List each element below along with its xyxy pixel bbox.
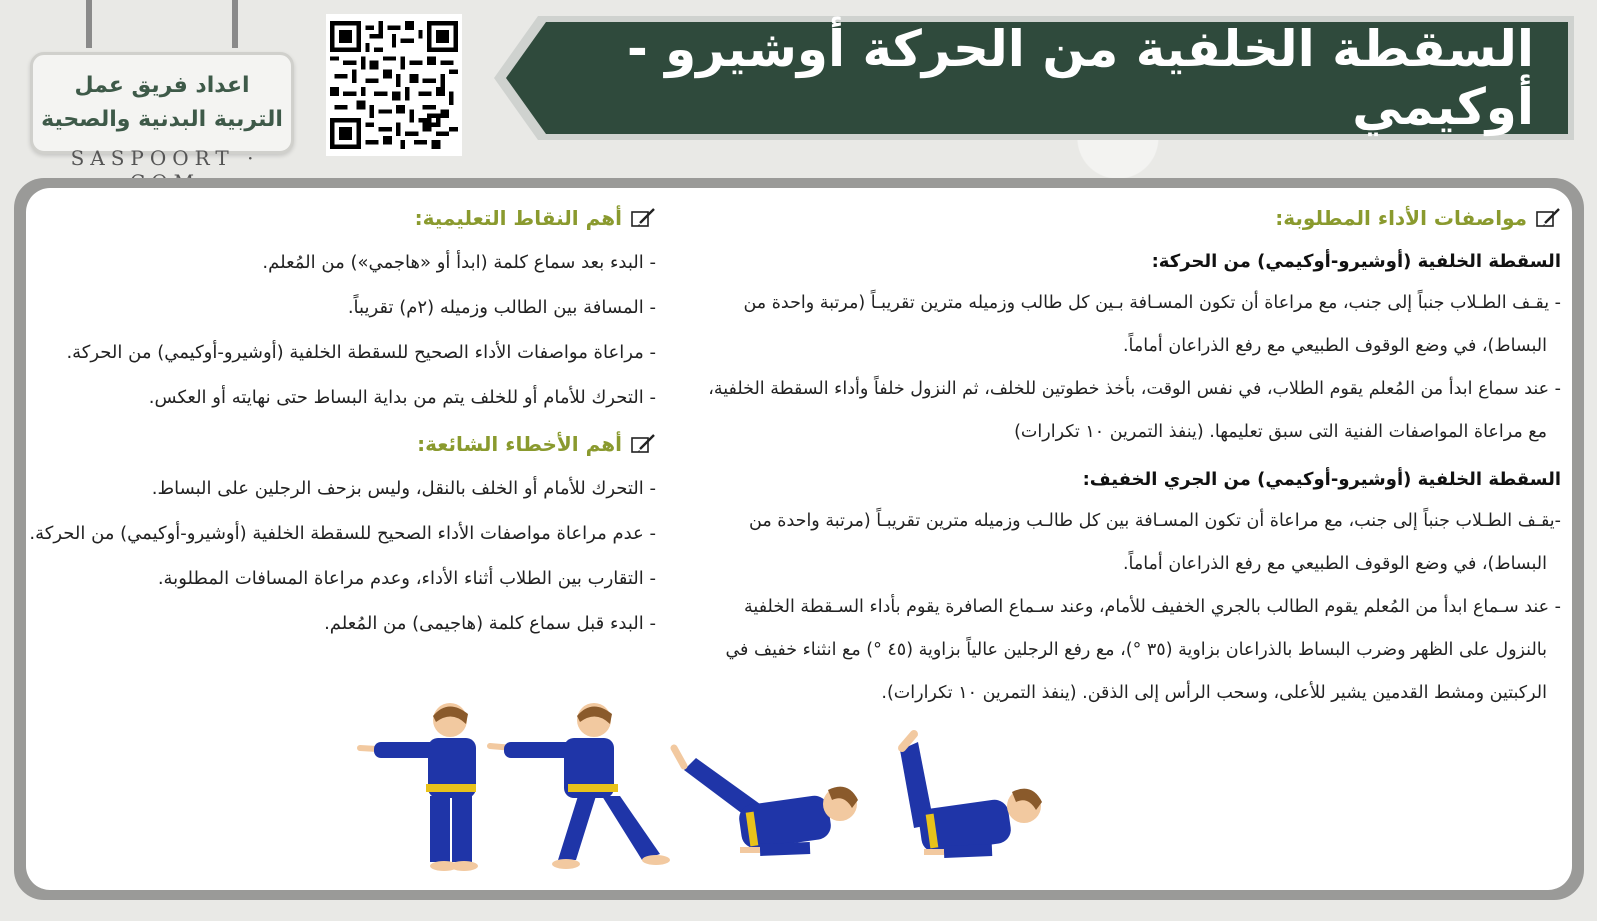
- section1-line4: مع مراعاة المواصفات الفنية التى سبق تعليمها. (ينفذ التمرين ١٠ تكرارات): [1014, 422, 1547, 442]
- page-title: السقطة الخلفية من الحركة أوشيرو - أوكيمي: [626, 20, 1534, 136]
- pen-paper-icon: [630, 433, 656, 455]
- points-heading-text: أهم النقاط التعليمية:: [414, 206, 622, 230]
- section1-line1: - يقـف الطـلاب جنباً إلى جنب، مع مراعاة أن تكون المسـافة بـين كل طالب وزميله مترين تقريبـاً (مرتبة واحدة من: [743, 293, 1561, 313]
- common-mistake: - التقارب بين الطلاب أثناء الأداء، وعدم مراعاة المسافات المطلوبة.: [157, 568, 656, 589]
- performance-specs-column: [661, 196, 1561, 715]
- teaching-point: - مراعاة مواصفات الأداء الصحيح للسقطة الخلفية (أوشيرو-أوكيمي) من الحركة.: [66, 342, 656, 363]
- judoka-legs-up-figure: [900, 734, 1042, 854]
- judoka-falling-figure: [674, 748, 858, 850]
- teaching-point: - التحرك للأمام أو للخلف يتم من بداية البساط حتى نهايته أو العكس.: [148, 387, 656, 408]
- section2-line4: بالنزول على الظهر وضرب البساط بالذراعان بزاوية (٣٥ °)، مع رفع الرجلين عالياً بزاوية (٤٥ °) مع انثناء خفيف في: [725, 640, 1547, 660]
- section2-title: السقطة الخلفية (أوشيرو-أوكيمي) من الجري الخفيف:: [1082, 469, 1561, 490]
- mistakes-heading-text: أهم الأخطاء الشائعة:: [417, 432, 622, 456]
- section1-line2: البساط)، في وضع الوقوف الطبيعي مع رفع الذراعان أماماً.: [1122, 336, 1547, 356]
- judoka-stepping-figure: [490, 703, 670, 869]
- common-mistake: - عدم مراعاة مواصفات الأداء الصحيح للسقطة الخلفية (أوشيرو-أوكيمي) من الحركة.: [29, 523, 656, 544]
- qr-code-icon: [326, 14, 462, 156]
- back-fall-sequence-illustration: [340, 700, 1060, 880]
- section1-title: السقطة الخلفية (أوشيرو-أوكيمي) من الحركة:: [1151, 251, 1561, 272]
- badge-line1: اعداد فريق عمل: [74, 73, 250, 98]
- pen-paper-icon: [630, 207, 656, 229]
- judoka-standing-figure: [360, 703, 478, 871]
- section2-line2: البساط)، في وضع الوقوف الطبيعي مع رفع الذراعان أماماً.: [1122, 554, 1547, 574]
- specs-heading: [661, 196, 1561, 240]
- teaching-point: - المسافة بين الطالب وزميله (٢م) تقريباً.: [347, 297, 656, 318]
- common-mistake: - التحرك للأمام أو الخلف بالنقل، وليس بزحف الرجلين على البساط.: [151, 478, 656, 499]
- teaching-points-column: [29, 196, 656, 646]
- hanging-string-right: [232, 0, 238, 48]
- author-badge: [30, 52, 294, 154]
- site-name: SASPOORT ·: [70, 146, 260, 170]
- mistakes-heading: [36, 422, 656, 466]
- teaching-point: - البدء بعد سماع كلمة (ابدأ أو «هاجمي») من المُعلم.: [262, 252, 656, 273]
- section2-line5: الركبتين ومشط القدمين يشير للأعلى، وسحب الرأس إلى الذقن. (ينفذ التمرين ١٠ تكرارات).: [881, 683, 1547, 703]
- hanging-string-left: [86, 0, 92, 48]
- section1-line3: - عند سماع ابدأ من المُعلم يقوم الطلاب، في نفس الوقت، بأخذ خطوتين للخلف، ثم النزول خلفاً وأداء السقطة الخلفية،: [708, 379, 1561, 399]
- section2-line1: -يقـف الطـلاب جنباً إلى جنب، مع مراعاة أن تكون المسـافة بين كل طالـب وزميله مترين تقريبـاً (مرتبة واحدة من: [749, 511, 1561, 531]
- badge-line2: التربية البدنية والصحية: [41, 107, 283, 132]
- common-mistake: - البدء قبل سماع كلمة (هاجيمى) من المُعلم.: [324, 613, 656, 634]
- title-banner: [494, 16, 1574, 140]
- specs-heading-text: مواصفات الأداء المطلوبة:: [1275, 206, 1527, 230]
- section2-line3: - عند سـماع ابدأ من المُعلم يقوم الطالب بالجري الخفيف للأمام، وعند سـماع الصافرة يقوم بأداء السـقطة الخلفية: [744, 597, 1561, 617]
- points-heading: [36, 196, 656, 240]
- pen-paper-icon: [1535, 207, 1561, 229]
